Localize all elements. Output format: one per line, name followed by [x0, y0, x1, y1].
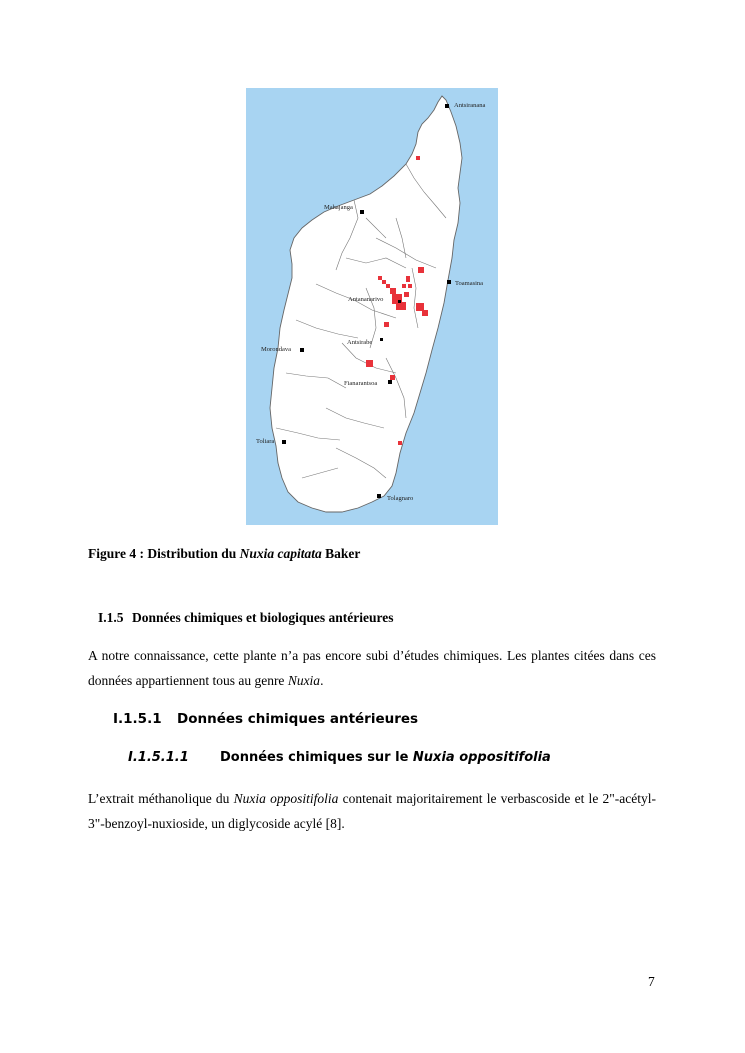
figure-species: Nuxia capitata: [239, 546, 322, 561]
body-rest: contenait majoritairement le verbascoside et le 2"-acétyl-3"-benzoyl-nuxioside, un diglycoside acylé [8].: [88, 791, 657, 831]
city-marker: [300, 348, 304, 352]
occurrence-point: [378, 276, 382, 280]
occurrence-point: [422, 310, 428, 316]
city-marker: [447, 280, 451, 284]
subsection-title: Données chimiques antérieures: [177, 711, 419, 727]
section-title: Données chimiques et biologiques antérieures: [132, 610, 394, 625]
subsection-heading: [113, 711, 418, 727]
figure-label: Figure 4 : Distribution du: [88, 546, 240, 561]
intro-text: A notre connaissance, cette plante n’a pas encore subi d’études chimiques. Les plantes citées dans ces données appartiennent tous au genre: [88, 648, 656, 688]
city-marker: [360, 210, 364, 214]
occurrence-point: [418, 267, 424, 273]
subsubsection-species: Nuxia oppositifolia: [412, 750, 551, 765]
subsubsection-title: Données chimiques sur le: [220, 750, 413, 765]
body-paragraph: [88, 786, 656, 836]
occurrence-point: [398, 441, 402, 445]
figure-caption: [88, 546, 360, 562]
city-label: Antsiranana: [454, 102, 486, 109]
city-label: Tolagnaro: [387, 495, 414, 502]
intro-paragraph: [88, 643, 656, 693]
occurrence-point: [416, 156, 420, 160]
occurrence-point: [404, 292, 409, 297]
occurrence-point: [390, 375, 395, 380]
occurrence-point: [406, 276, 410, 282]
distribution-map: [246, 88, 498, 525]
occurrence-point: [408, 284, 412, 288]
city-label: Morondava: [261, 346, 291, 353]
city-marker: [388, 380, 392, 384]
occurrence-point: [384, 322, 389, 327]
madagascar-map: [246, 88, 498, 525]
city-marker: [380, 338, 383, 341]
figure-author: Baker: [321, 546, 361, 561]
section-heading: [98, 610, 394, 626]
occurrence-point: [390, 288, 396, 294]
city-marker: [377, 494, 381, 498]
page-number: 7: [648, 974, 655, 989]
occurrence-point: [402, 284, 406, 288]
intro-end: .: [320, 673, 324, 688]
city-label: Antsirabe: [347, 339, 373, 346]
city-label: Antananarivo: [348, 296, 384, 303]
subsection-number: I.1.5.1: [113, 711, 162, 727]
city-marker: [282, 440, 286, 444]
occurrence-point: [366, 360, 373, 367]
occurrence-point: [396, 302, 406, 310]
city-marker: [445, 104, 449, 108]
city-label: Fianarantsoa: [344, 380, 378, 387]
city-label: Mahajanga: [324, 204, 353, 211]
subsubsection-number: I.1.5.1.1: [128, 750, 189, 765]
occurrence-point: [416, 303, 424, 311]
city-label: Toamasina: [455, 280, 484, 287]
body-species: Nuxia oppositifolia: [233, 791, 339, 806]
intro-genus: Nuxia: [287, 673, 321, 688]
city-marker: [398, 300, 401, 303]
city-label: Toliara: [256, 438, 275, 445]
occurrence-point: [386, 284, 390, 288]
occurrence-point: [382, 280, 386, 284]
subsubsection-heading: [128, 750, 551, 765]
body-start: L’extrait méthanolique du: [88, 791, 234, 806]
section-number: I.1.5: [98, 610, 124, 625]
